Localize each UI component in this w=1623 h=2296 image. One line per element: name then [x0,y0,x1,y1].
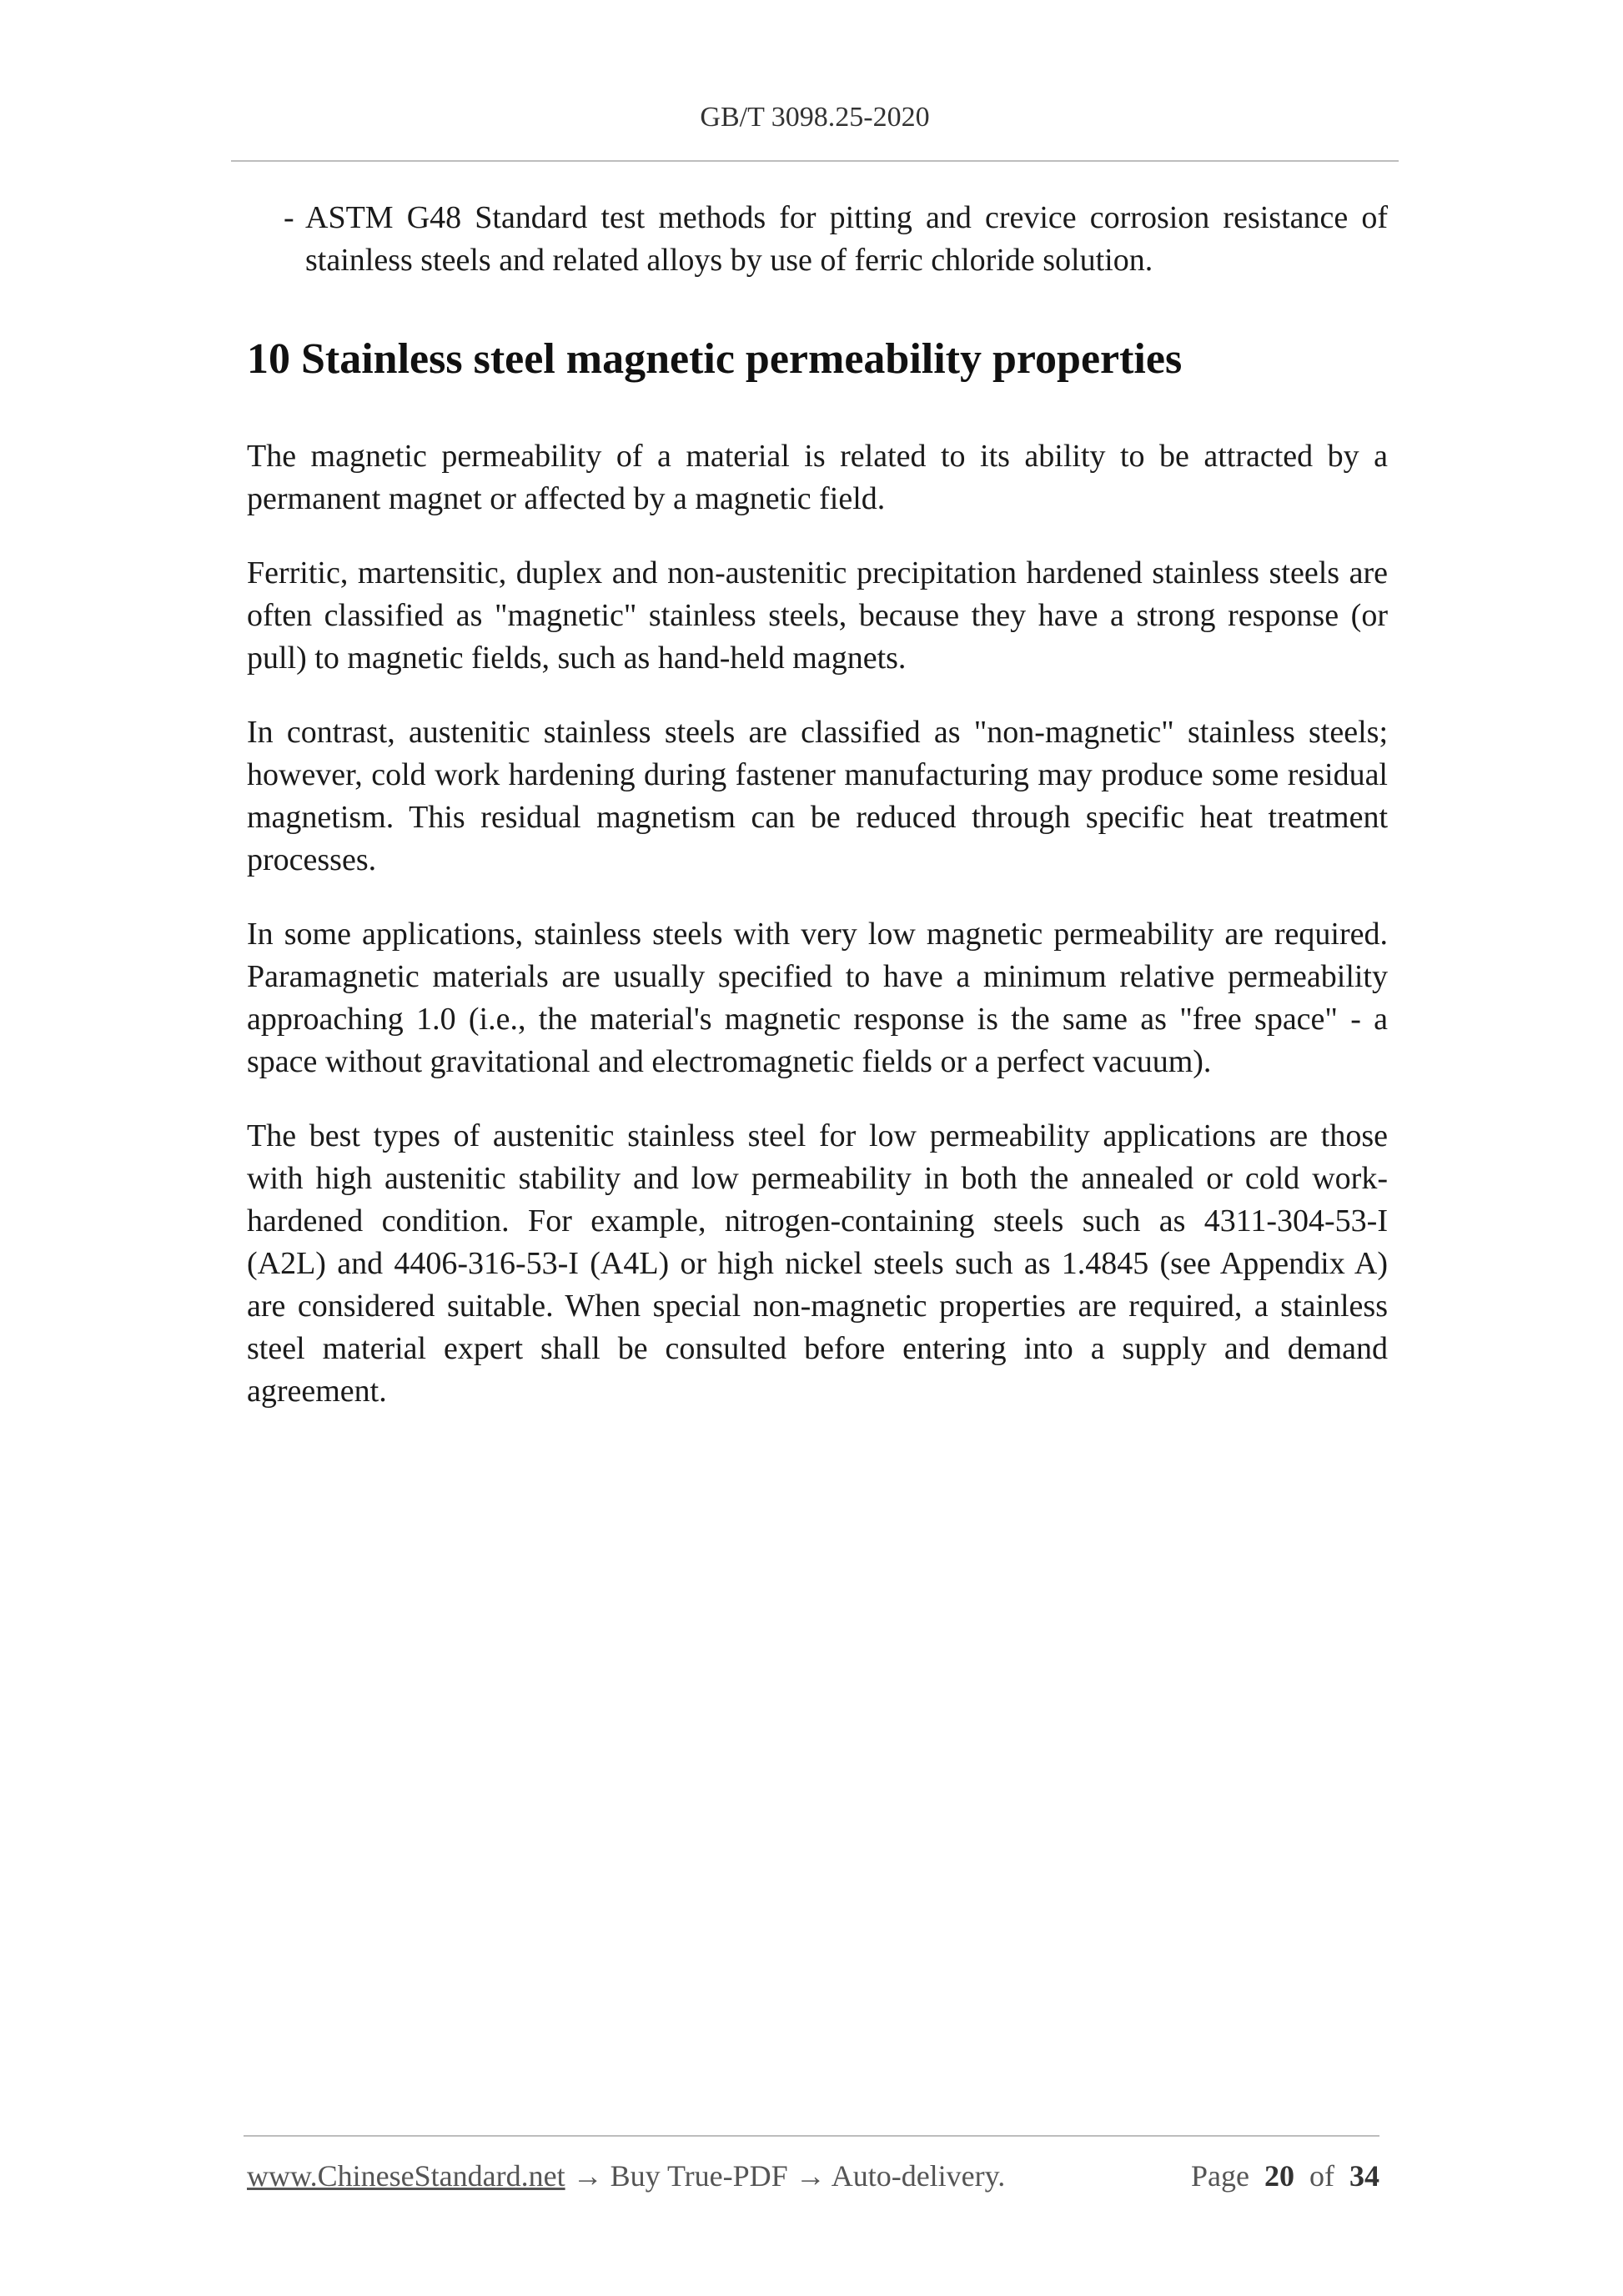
arrow-right-icon: → [572,2159,603,2193]
paragraph-1: The magnetic permeability of a material is related to its ability to be attracted by a permanent magnet or affected by a magnetic field. [247,439,1388,517]
site-link[interactable]: www.ChineseStandard.net [247,2159,565,2193]
paragraph-3: In contrast, austenitic stainless steels are classified as "non-magnetic" stainless steels; however, cold work hardening during fastener manufacturing may produce some residual magnetism. This residual magnetism can be reduced through specific heat treatment processes. [247,715,1388,878]
footer-promo [247,2158,1005,2193]
of-label: of [1309,2159,1334,2193]
reference-list-item [247,197,1388,282]
header-divider [231,160,1399,162]
arrow-right-icon: → [795,2159,826,2193]
page-label: Page [1191,2159,1249,2193]
reference-text: ASTM G48 Standard test methods for pitting and crevice corrosion resistance of stainless steels and related alloys by use of ferric chloride solution. [305,200,1388,278]
current-page: 20 [1264,2159,1294,2193]
list-dash: - [284,200,294,235]
paragraph-2: Ferritic, martensitic, duplex and non-austenitic precipitation hardened stainless steels are often classified as "magnetic" stainless steels, because they have a strong response (or pull) to magnetic fields, such as hand-held magnets. [247,555,1388,676]
delivery-text: Auto-delivery. [831,2159,1006,2193]
footer-divider [244,2135,1379,2137]
page-number [1191,2158,1379,2193]
page-content [247,197,1388,1444]
section-heading: 10 Stainless steel magnetic permeability properties [247,335,1183,383]
paragraph-4: In some applications, stainless steels with very low magnetic permeability are required. Paramagnetic materials are usually specified to have a minimum relative permeability approaching 1.0 (i.e., the material's magnetic response is the same as "free space" - a space without gravitational and electromagnetic fields or a perfect vacuum). [247,917,1388,1080]
document-header: GB/T 3098.25-2020 [700,102,930,133]
total-pages: 34 [1349,2159,1379,2193]
paragraph-5: The best types of austenitic stainless steel for low permeability applications are those with high austenitic stability and low permeability in both the annealed or cold work-hardened condition. For example, nitrogen-containing steels such as 4311-304-53-I (A2L) and 4406-316-53-I (A4L) or high nickel steels such as 1.4845 (see Appendix A) are considered suitable. When special non-magnetic properties are required, a stainless steel material expert shall be consulted before entering into a supply and demand agreement. [247,1118,1388,1409]
buy-text: Buy True-PDF [610,2159,788,2193]
